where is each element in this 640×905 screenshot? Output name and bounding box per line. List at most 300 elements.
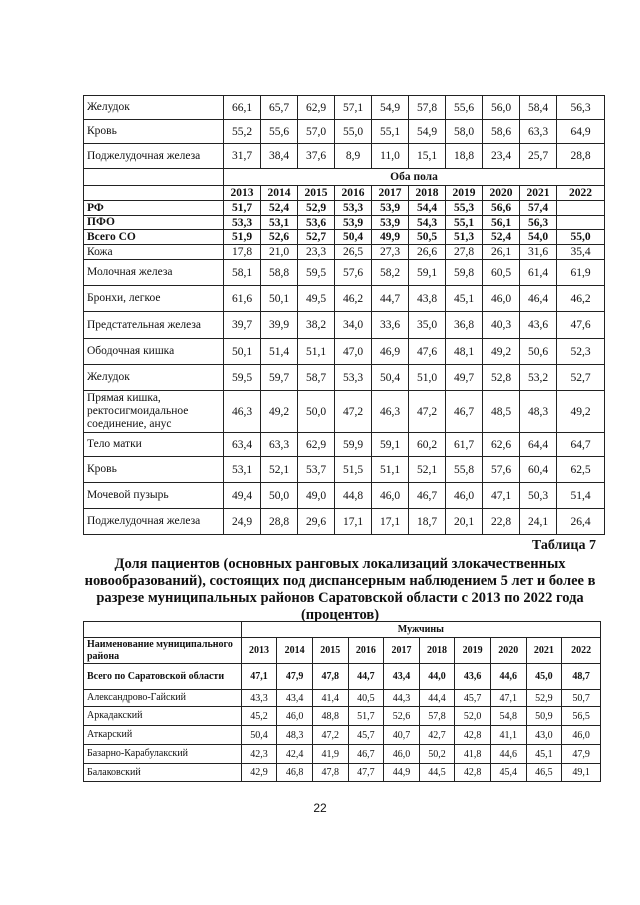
value-cell: 58,4 xyxy=(520,96,557,120)
year-header: 2014 xyxy=(277,638,313,664)
value-cell: 42,8 xyxy=(455,726,491,745)
value-cell: 51,7 xyxy=(224,201,261,216)
value-cell: 52,1 xyxy=(409,457,446,483)
value-cell: 42,3 xyxy=(241,745,277,764)
row-label: Молочная железа xyxy=(84,260,224,286)
value-cell: 45,2 xyxy=(241,707,277,726)
value-cell: 49,2 xyxy=(261,391,298,433)
year-header: 2022 xyxy=(562,638,601,664)
value-cell: 52,1 xyxy=(261,457,298,483)
value-cell: 60,2 xyxy=(409,433,446,457)
value-cell: 54,9 xyxy=(372,96,409,120)
value-cell: 24,9 xyxy=(224,509,261,535)
value-cell: 48,3 xyxy=(520,391,557,433)
table-row xyxy=(84,312,605,339)
table-survival-districts xyxy=(83,621,601,782)
value-cell: 55,1 xyxy=(446,216,483,230)
value-cell: 43,0 xyxy=(526,726,562,745)
table-row xyxy=(84,745,601,764)
value-cell: 61,9 xyxy=(557,260,605,286)
value-cell: 55,0 xyxy=(557,230,605,245)
value-cell: 53,2 xyxy=(520,365,557,391)
column-header-district: Наименование муниципального района xyxy=(84,638,242,664)
value-cell: 49,1 xyxy=(562,764,601,782)
value-cell: 50,3 xyxy=(520,483,557,509)
value-cell: 46,4 xyxy=(520,286,557,312)
value-cell: 45,7 xyxy=(455,690,491,707)
table-row xyxy=(84,201,605,216)
table-row xyxy=(84,433,605,457)
value-cell: 44,7 xyxy=(348,664,384,690)
value-cell: 48,8 xyxy=(312,707,348,726)
value-cell: 43,4 xyxy=(384,664,420,690)
value-cell: 37,6 xyxy=(298,144,335,169)
value-cell: 48,1 xyxy=(446,339,483,365)
value-cell: 55,1 xyxy=(372,120,409,144)
value-cell: 59,8 xyxy=(446,260,483,286)
value-cell: 45,4 xyxy=(490,764,526,782)
value-cell: 46,0 xyxy=(483,286,520,312)
value-cell: 41,1 xyxy=(490,726,526,745)
row-label: Прямая кишка, ректосигмоидальное соединение, анус xyxy=(84,391,224,433)
value-cell: 47,9 xyxy=(277,664,313,690)
year-header: 2015 xyxy=(312,638,348,664)
value-cell: 57,0 xyxy=(298,120,335,144)
value-cell: 50,1 xyxy=(261,286,298,312)
value-cell: 52,6 xyxy=(384,707,420,726)
value-cell: 44,8 xyxy=(335,483,372,509)
row-label: Александрово-Гайский xyxy=(84,690,242,707)
value-cell: 44,4 xyxy=(419,690,455,707)
value-cell: 52,4 xyxy=(261,201,298,216)
value-cell: 40,3 xyxy=(483,312,520,339)
value-cell: 50,2 xyxy=(419,745,455,764)
year-header: 2016 xyxy=(335,186,372,201)
value-cell: 57,6 xyxy=(483,457,520,483)
value-cell: 51,3 xyxy=(446,230,483,245)
value-cell: 44,3 xyxy=(384,690,420,707)
value-cell: 51,5 xyxy=(335,457,372,483)
value-cell: 50,4 xyxy=(372,365,409,391)
value-cell: 43,3 xyxy=(241,690,277,707)
value-cell: 54,9 xyxy=(409,120,446,144)
value-cell: 18,8 xyxy=(446,144,483,169)
table-row xyxy=(84,144,605,169)
value-cell: 52,6 xyxy=(261,230,298,245)
year-header: 2020 xyxy=(483,186,520,201)
value-cell: 56,1 xyxy=(483,216,520,230)
row-label: Кожа xyxy=(84,245,224,260)
value-cell: 49,2 xyxy=(557,391,605,433)
table-row xyxy=(84,457,605,483)
value-cell: 50,0 xyxy=(261,483,298,509)
value-cell: 47,1 xyxy=(241,664,277,690)
table-survival-all xyxy=(83,95,605,535)
value-cell: 41,9 xyxy=(312,745,348,764)
year-header: 2016 xyxy=(348,638,384,664)
value-cell: 28,8 xyxy=(261,509,298,535)
value-cell: 45,0 xyxy=(526,664,562,690)
value-cell: 64,7 xyxy=(557,433,605,457)
value-cell: 58,1 xyxy=(224,260,261,286)
value-cell: 33,6 xyxy=(372,312,409,339)
value-cell: 49,0 xyxy=(298,483,335,509)
row-label: Аткарский xyxy=(84,726,242,745)
value-cell: 53,9 xyxy=(372,216,409,230)
value-cell: 40,5 xyxy=(348,690,384,707)
table-caption: Таблица 7 xyxy=(531,538,596,553)
value-cell: 35,4 xyxy=(557,245,605,260)
value-cell: 48,7 xyxy=(562,664,601,690)
table-row xyxy=(84,260,605,286)
value-cell: 53,9 xyxy=(372,201,409,216)
value-cell: 47,0 xyxy=(335,339,372,365)
value-cell: 56,5 xyxy=(562,707,601,726)
value-cell: 47,9 xyxy=(562,745,601,764)
value-cell: 49,2 xyxy=(483,339,520,365)
row-label: Желудок xyxy=(84,96,224,120)
row-label: Кровь xyxy=(84,120,224,144)
value-cell: 51,4 xyxy=(261,339,298,365)
row-label: Базарно-Карабулакский xyxy=(84,745,242,764)
value-cell: 46,2 xyxy=(335,286,372,312)
value-cell: 28,8 xyxy=(557,144,605,169)
value-cell: 31,7 xyxy=(224,144,261,169)
row-label: Поджелудочная железа xyxy=(84,144,224,169)
value-cell: 53,3 xyxy=(335,365,372,391)
value-cell: 45,7 xyxy=(348,726,384,745)
table-row xyxy=(84,286,605,312)
value-cell: 38,4 xyxy=(261,144,298,169)
row-label: Кровь xyxy=(84,457,224,483)
year-header: 2018 xyxy=(419,638,455,664)
value-cell: 44,0 xyxy=(419,664,455,690)
value-cell: 47,2 xyxy=(335,391,372,433)
value-cell: 34,0 xyxy=(335,312,372,339)
value-cell: 47,1 xyxy=(490,690,526,707)
value-cell: 25,7 xyxy=(520,144,557,169)
value-cell: 52,8 xyxy=(483,365,520,391)
value-cell: 46,7 xyxy=(446,391,483,433)
value-cell: 56,3 xyxy=(520,216,557,230)
value-cell: 65,7 xyxy=(261,96,298,120)
value-cell: 47,8 xyxy=(312,664,348,690)
value-cell: 59,1 xyxy=(409,260,446,286)
value-cell: 42,4 xyxy=(277,745,313,764)
value-cell: 57,4 xyxy=(520,201,557,216)
value-cell: 44,7 xyxy=(372,286,409,312)
value-cell: 47,2 xyxy=(409,391,446,433)
value-cell: 15,1 xyxy=(409,144,446,169)
table-row xyxy=(84,483,605,509)
value-cell: 57,8 xyxy=(409,96,446,120)
value-cell: 52,7 xyxy=(557,365,605,391)
value-cell: 53,6 xyxy=(298,216,335,230)
value-cell: 58,2 xyxy=(372,260,409,286)
value-cell: 26,4 xyxy=(557,509,605,535)
value-cell: 53,3 xyxy=(335,201,372,216)
table-row xyxy=(84,230,605,245)
year-header: 2019 xyxy=(455,638,491,664)
row-label: РФ xyxy=(84,201,224,216)
value-cell: 26,1 xyxy=(483,245,520,260)
year-header: 2015 xyxy=(298,186,335,201)
table-row xyxy=(84,120,605,144)
value-cell: 55,2 xyxy=(224,120,261,144)
value-cell: 46,8 xyxy=(277,764,313,782)
value-cell: 59,1 xyxy=(372,433,409,457)
value-cell: 57,6 xyxy=(335,260,372,286)
value-cell: 52,9 xyxy=(526,690,562,707)
value-cell: 46,0 xyxy=(384,745,420,764)
value-cell: 53,1 xyxy=(224,457,261,483)
value-cell: 50,6 xyxy=(520,339,557,365)
value-cell: 51,4 xyxy=(557,483,605,509)
value-cell: 41,8 xyxy=(455,745,491,764)
value-cell: 54,3 xyxy=(409,216,446,230)
value-cell: 61,7 xyxy=(446,433,483,457)
value-cell: 51,1 xyxy=(298,339,335,365)
value-cell: 60,5 xyxy=(483,260,520,286)
value-cell: 51,1 xyxy=(372,457,409,483)
value-cell: 44,9 xyxy=(384,764,420,782)
year-header: 2020 xyxy=(490,638,526,664)
value-cell: 47,8 xyxy=(312,764,348,782)
value-cell: 22,8 xyxy=(483,509,520,535)
value-cell: 56,0 xyxy=(483,96,520,120)
value-cell: 55,6 xyxy=(261,120,298,144)
value-cell: 46,5 xyxy=(526,764,562,782)
year-header: 2014 xyxy=(261,186,298,201)
value-cell: 53,7 xyxy=(298,457,335,483)
value-cell: 39,9 xyxy=(261,312,298,339)
value-cell: 45,1 xyxy=(526,745,562,764)
value-cell: 36,8 xyxy=(446,312,483,339)
page-number: 22 xyxy=(313,801,327,815)
value-cell: 43,6 xyxy=(455,664,491,690)
value-cell: 46,3 xyxy=(372,391,409,433)
value-cell: 46,7 xyxy=(409,483,446,509)
value-cell: 46,3 xyxy=(224,391,261,433)
value-cell: 46,0 xyxy=(372,483,409,509)
value-cell: 52,4 xyxy=(483,230,520,245)
value-cell: 63,4 xyxy=(224,433,261,457)
table-row xyxy=(84,365,605,391)
value-cell: 50,7 xyxy=(562,690,601,707)
value-cell: 66,1 xyxy=(224,96,261,120)
value-cell: 35,0 xyxy=(409,312,446,339)
value-cell: 64,9 xyxy=(557,120,605,144)
value-cell: 61,4 xyxy=(520,260,557,286)
year-header: 2013 xyxy=(224,186,261,201)
value-cell: 48,3 xyxy=(277,726,313,745)
value-cell: 63,3 xyxy=(520,120,557,144)
value-cell: 46,0 xyxy=(277,707,313,726)
value-cell: 23,4 xyxy=(483,144,520,169)
year-header: 2017 xyxy=(372,186,409,201)
value-cell: 45,1 xyxy=(446,286,483,312)
value-cell: 40,7 xyxy=(384,726,420,745)
blank-cell xyxy=(84,169,224,186)
value-cell: 54,4 xyxy=(409,201,446,216)
table-row xyxy=(84,707,601,726)
value-cell: 62,9 xyxy=(298,433,335,457)
value-cell: 38,2 xyxy=(298,312,335,339)
value-cell: 8,9 xyxy=(335,144,372,169)
value-cell: 49,7 xyxy=(446,365,483,391)
value-cell: 46,7 xyxy=(348,745,384,764)
value-cell: 56,3 xyxy=(557,96,605,120)
table-row xyxy=(84,391,605,433)
table-row xyxy=(84,245,605,260)
value-cell: 64,4 xyxy=(520,433,557,457)
table-row xyxy=(84,509,605,535)
section-title: Мужчины xyxy=(241,622,600,638)
row-label: ПФО xyxy=(84,216,224,230)
table-row xyxy=(84,726,601,745)
value-cell: 49,5 xyxy=(298,286,335,312)
value-cell: 48,5 xyxy=(483,391,520,433)
row-label: Бронхи, легкое xyxy=(84,286,224,312)
value-cell: 17,8 xyxy=(224,245,261,260)
value-cell: 46,9 xyxy=(372,339,409,365)
value-cell: 52,7 xyxy=(298,230,335,245)
row-label: Желудок xyxy=(84,365,224,391)
table-row xyxy=(84,690,601,707)
value-cell: 58,7 xyxy=(298,365,335,391)
table-row xyxy=(84,96,605,120)
value-cell: 62,6 xyxy=(483,433,520,457)
value-cell: 26,5 xyxy=(335,245,372,260)
value-cell: 20,1 xyxy=(446,509,483,535)
value-cell: 59,9 xyxy=(335,433,372,457)
value-cell: 58,6 xyxy=(483,120,520,144)
value-cell: 51,0 xyxy=(409,365,446,391)
value-cell: 49,9 xyxy=(372,230,409,245)
value-cell: 47,7 xyxy=(348,764,384,782)
value-cell: 56,6 xyxy=(483,201,520,216)
row-label: Тело матки xyxy=(84,433,224,457)
value-cell: 50,9 xyxy=(526,707,562,726)
value-cell: 52,9 xyxy=(298,201,335,216)
year-header: 2018 xyxy=(409,186,446,201)
value-cell: 61,6 xyxy=(224,286,261,312)
table-row xyxy=(84,339,605,365)
value-cell: 46,0 xyxy=(446,483,483,509)
value-cell: 46,2 xyxy=(557,286,605,312)
value-cell: 21,0 xyxy=(261,245,298,260)
section-title: Оба пола xyxy=(224,169,605,186)
year-header: 2017 xyxy=(384,638,420,664)
value-cell: 55,3 xyxy=(446,201,483,216)
value-cell: 46,0 xyxy=(562,726,601,745)
value-cell: 49,4 xyxy=(224,483,261,509)
value-cell: 47,2 xyxy=(312,726,348,745)
value-cell: 23,3 xyxy=(298,245,335,260)
value-cell: 44,6 xyxy=(490,745,526,764)
value-cell: 53,9 xyxy=(335,216,372,230)
value-cell: 41,4 xyxy=(312,690,348,707)
value-cell: 55,0 xyxy=(335,120,372,144)
value-cell: 63,3 xyxy=(261,433,298,457)
value-cell: 47,6 xyxy=(409,339,446,365)
year-header: 2022 xyxy=(557,186,605,201)
value-cell: 44,6 xyxy=(490,664,526,690)
value-cell: 53,1 xyxy=(261,216,298,230)
row-label: Поджелудочная железа xyxy=(84,509,224,535)
value-cell: 54,8 xyxy=(490,707,526,726)
row-label: Предстательная железа xyxy=(84,312,224,339)
row-label: Ободочная кишка xyxy=(84,339,224,365)
year-header: 2019 xyxy=(446,186,483,201)
value-cell: 51,7 xyxy=(348,707,384,726)
value-cell: 57,1 xyxy=(335,96,372,120)
year-header: 2021 xyxy=(526,638,562,664)
value-cell: 53,3 xyxy=(224,216,261,230)
value-cell: 27,3 xyxy=(372,245,409,260)
value-cell: 50,4 xyxy=(241,726,277,745)
value-cell: 54,0 xyxy=(520,230,557,245)
value-cell: 42,7 xyxy=(419,726,455,745)
year-header: 2021 xyxy=(520,186,557,201)
value-cell: 11,0 xyxy=(372,144,409,169)
value-cell: 24,1 xyxy=(520,509,557,535)
row-label: Балаковский xyxy=(84,764,242,782)
table-row xyxy=(84,764,601,782)
value-cell: 58,8 xyxy=(261,260,298,286)
value-cell: 43,4 xyxy=(277,690,313,707)
row-label: Мочевой пузырь xyxy=(84,483,224,509)
value-cell: 50,5 xyxy=(409,230,446,245)
value-cell: 52,3 xyxy=(557,339,605,365)
value-cell: 59,5 xyxy=(224,365,261,391)
value-cell: 59,5 xyxy=(298,260,335,286)
value-cell: 51,9 xyxy=(224,230,261,245)
value-cell: 62,5 xyxy=(557,457,605,483)
value-cell: 44,5 xyxy=(419,764,455,782)
value-cell: 18,7 xyxy=(409,509,446,535)
value-cell xyxy=(557,201,605,216)
table-title: Доля пациентов (основных ранговых локализаций злокачественных новообразований), состоящих под диспансерным наблюдением 5 лет и более в разрезе муниципальных районов Саратовской области с 2013 по 2022 года (процентов) xyxy=(84,556,596,623)
value-cell: 50,4 xyxy=(335,230,372,245)
value-cell: 43,8 xyxy=(409,286,446,312)
value-cell: 31,6 xyxy=(520,245,557,260)
value-cell: 17,1 xyxy=(335,509,372,535)
value-cell: 50,1 xyxy=(224,339,261,365)
value-cell: 29,6 xyxy=(298,509,335,535)
value-cell: 17,1 xyxy=(372,509,409,535)
value-cell: 42,9 xyxy=(241,764,277,782)
value-cell: 59,7 xyxy=(261,365,298,391)
value-cell: 50,0 xyxy=(298,391,335,433)
value-cell: 47,6 xyxy=(557,312,605,339)
value-cell: 39,7 xyxy=(224,312,261,339)
year-header: 2013 xyxy=(241,638,277,664)
value-cell: 57,8 xyxy=(419,707,455,726)
table-row xyxy=(84,664,601,690)
value-cell: 52,0 xyxy=(455,707,491,726)
row-label: Аркадакский xyxy=(84,707,242,726)
value-cell: 26,6 xyxy=(409,245,446,260)
value-cell xyxy=(557,216,605,230)
value-cell: 42,8 xyxy=(455,764,491,782)
value-cell: 55,6 xyxy=(446,96,483,120)
value-cell: 58,0 xyxy=(446,120,483,144)
value-cell: 60,4 xyxy=(520,457,557,483)
value-cell: 55,8 xyxy=(446,457,483,483)
table-row xyxy=(84,216,605,230)
row-label: Всего СО xyxy=(84,230,224,245)
